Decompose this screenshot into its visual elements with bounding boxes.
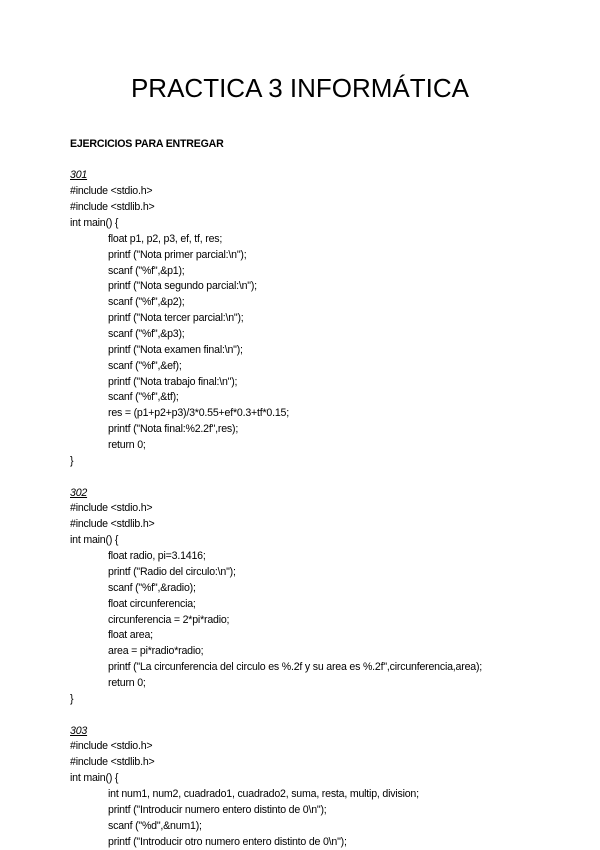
code-line: res = (p1+p2+p3)/3*0.55+ef*0.3+tf*0.15;	[108, 407, 289, 420]
code-line: printf ("Nota primer parcial:\n");	[108, 248, 247, 261]
document-body	[70, 105, 482, 850]
code-line: scanf ("%f",&p1);	[108, 264, 185, 277]
code-line	[70, 708, 482, 724]
code-line: printf ("Nota examen final:\n");	[108, 343, 243, 356]
code-line: circunferencia = 2*pi*radio;	[108, 613, 230, 626]
code-line: int num1, num2, cuadrado1, cuadrado2, suma, resta, multip, division;	[108, 787, 419, 800]
code-line: printf ("Radio del circulo:\n");	[108, 565, 236, 578]
code-line: int main() {	[70, 772, 119, 785]
code-line: scanf ("%f",&ef);	[108, 359, 182, 372]
code-line: float area;	[108, 629, 153, 642]
code-line: scanf ("%f",&radio);	[108, 581, 196, 594]
code-line: #include <stdlib.h>	[70, 201, 155, 214]
code-line: printf ("Nota tercer parcial:\n");	[108, 312, 244, 325]
code-line: return 0;	[108, 439, 146, 452]
code-line: return 0;	[108, 676, 146, 689]
code-line: printf ("Introducir otro numero entero distinto de 0\n");	[108, 835, 347, 848]
code-line: area = pi*radio*radio;	[108, 645, 204, 658]
section-heading: EJERCICIOS PARA ENTREGAR	[70, 137, 224, 150]
code-line	[70, 470, 482, 486]
code-line: #include <stdio.h>	[70, 740, 153, 753]
code-line: }	[70, 692, 74, 705]
code-line: float radio, pi=3.1416;	[108, 550, 206, 563]
code-line: int main() {	[70, 217, 119, 230]
code-line: scanf ("%f",&p3);	[108, 328, 185, 341]
code-line: printf ("Introducir numero entero distinto de 0\n");	[108, 803, 327, 816]
code-line: printf ("Nota final:%2.2f",res);	[108, 423, 239, 436]
code-line: #include <stdlib.h>	[70, 756, 155, 769]
code-line: float circunferencia;	[108, 597, 196, 610]
code-line: #include <stdlib.h>	[70, 518, 155, 531]
code-line: scanf ("%f",&p2);	[108, 296, 185, 309]
code-line: scanf ("%d",&num1);	[108, 819, 202, 832]
exercise-number: 301	[70, 169, 88, 182]
code-line: int main() {	[70, 534, 119, 547]
exercise-number: 302	[70, 486, 88, 499]
code-line: #include <stdio.h>	[70, 502, 153, 515]
code-line: float p1, p2, p3, ef, tf, res;	[108, 232, 223, 245]
code-line: printf ("Nota segundo parcial:\n");	[108, 280, 257, 293]
code-line: printf ("La circunferencia del circulo es %.2f y su area es %.2f",circunferencia,area);	[108, 661, 483, 674]
code-line: }	[70, 454, 74, 467]
document-title: PRACTICA 3 INFORMÁTICA	[130, 73, 470, 103]
exercise-number: 303	[70, 724, 88, 737]
code-line: printf ("Nota trabajo final:\n");	[108, 375, 238, 388]
code-line: #include <stdio.h>	[70, 185, 153, 198]
code-line: scanf ("%f",&tf);	[108, 391, 179, 404]
